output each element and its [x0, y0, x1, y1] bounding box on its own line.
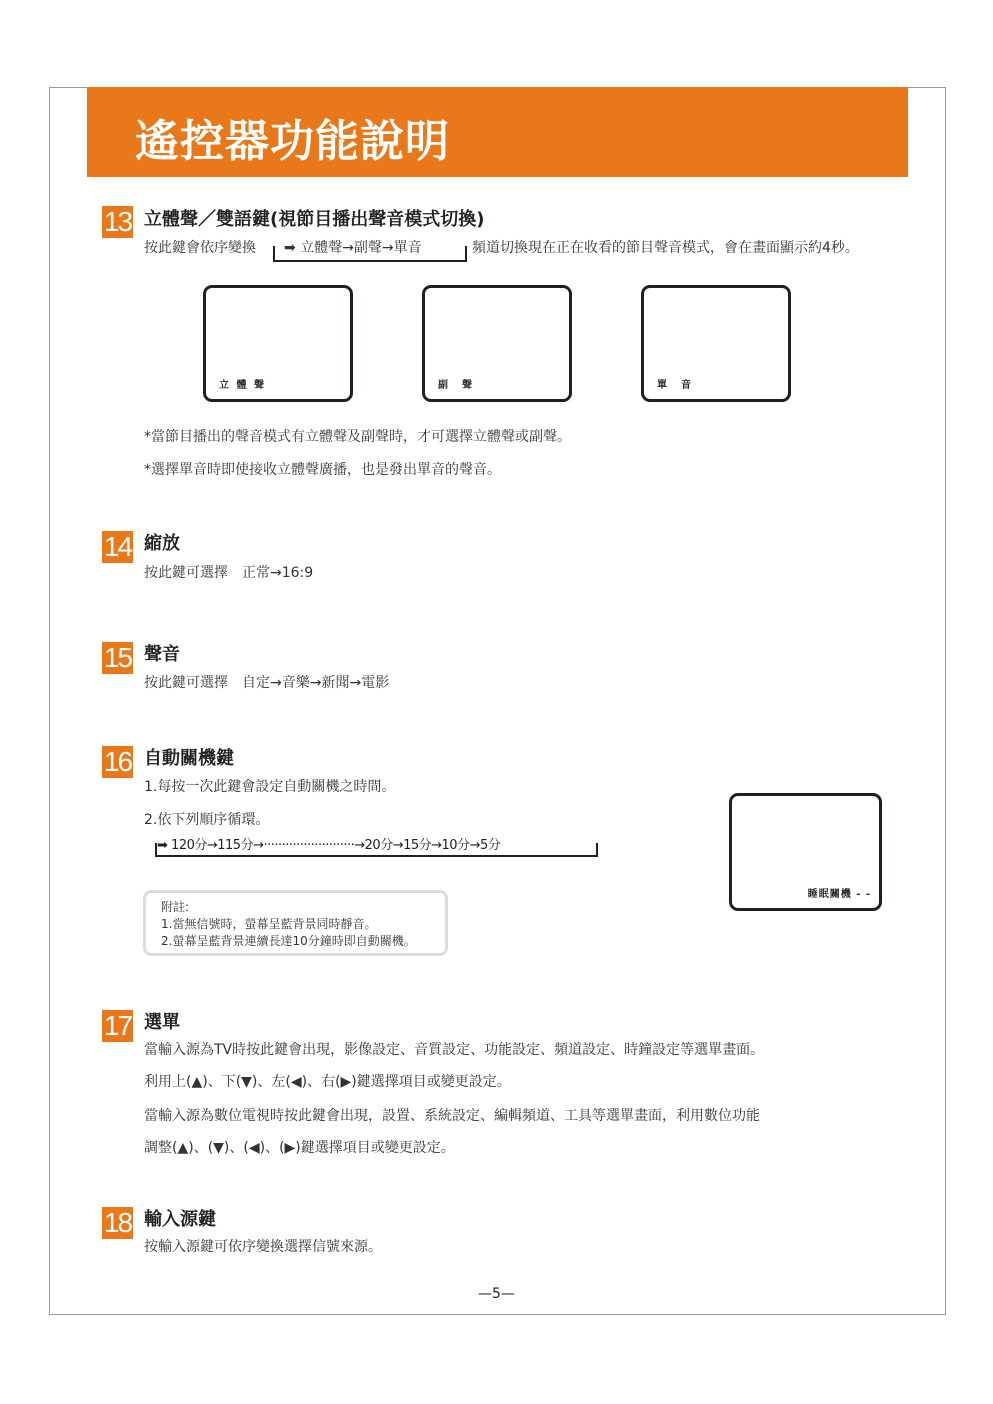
section-text: 當輸入源為數位電視時按此鍵會出現，設置、系統設定、編輯頻道、工具等選單畫面，利用數位功能 [144, 1108, 760, 1124]
page-frame [49, 87, 946, 1315]
section-text: 利用上(▲)、下(▼)、左(◀)、右(▶)鍵選擇項目或變更設定。 [144, 1074, 511, 1090]
screen-label: 單 音 [657, 380, 693, 391]
section-number: 13 [103, 206, 132, 237]
cycle-text: 立體聲→副聲→單音 [300, 240, 422, 256]
section-text: 1.每按一次此鍵會設定自動關機之時間。 [144, 779, 396, 795]
section-text: 頻道切換現在正在收看的節目聲音模式，會在畫面顯示約4秒。 [472, 240, 859, 256]
page-number: —5— [478, 1286, 515, 1302]
arrow-icon: ➡ [284, 240, 296, 256]
section-text: 按輸入源鍵可依序變換選擇信號來源。 [144, 1239, 382, 1255]
note-line: 2.螢幕呈藍背景連續長達10分鐘時即自動關機。 [161, 934, 416, 948]
screen-label: 副 聲 [438, 380, 474, 391]
screen-label: 立 體 聲 [219, 380, 266, 391]
tv-screen [203, 285, 353, 402]
title-banner [87, 87, 908, 177]
section-number: 17 [103, 1010, 132, 1041]
cycle-text: 120分→115分→·························→20分→15分→10分→5分 [171, 838, 501, 853]
section-heading: 自動關機鍵 [144, 748, 234, 769]
arrow-icon: ➡ [157, 838, 168, 853]
section-number: 15 [103, 642, 132, 673]
section-text: 2.依下列順序循環。 [144, 812, 270, 828]
cycle-sequence [280, 237, 426, 257]
section-text: 按此鍵可選擇 正常→16:9 [144, 565, 314, 581]
section-number: 18 [103, 1207, 132, 1238]
section-text: 按此鍵會依序變換 [144, 240, 256, 256]
tv-screen [729, 793, 882, 911]
section-text: 當輸入源為TV時按此鍵會出現，影像設定、音質設定、功能設定、頻道設定、時鐘設定等選單畫面。 [144, 1042, 765, 1058]
note: *當節目播出的聲音模式有立體聲及副聲時，才可選擇立體聲或副聲。 [144, 429, 571, 445]
tv-screen [422, 285, 572, 402]
note: *選擇單音時即使接收立體聲廣播，也是發出單音的聲音。 [144, 462, 501, 478]
screen-label: 睡眠關機 - - [807, 889, 871, 900]
note-title: 附註: [161, 900, 190, 914]
section-heading: 選單 [144, 1012, 180, 1033]
section-text: 調整(▲)、(▼)、(◀)、(▶)鍵選擇項目或變更設定。 [144, 1140, 455, 1156]
section-text: 按此鍵可選擇 自定→音樂→新聞→電影 [144, 675, 390, 691]
section-heading: 聲音 [144, 644, 180, 665]
note-box [143, 890, 448, 956]
section-heading: 立體聲／雙語鍵(視節目播出聲音模式切換) [144, 209, 485, 230]
cycle-sequence [157, 834, 505, 853]
note-line: 1.當無信號時，螢幕呈藍背景同時靜音。 [161, 917, 377, 931]
section-heading: 縮放 [144, 533, 180, 554]
section-number: 14 [103, 531, 132, 562]
tv-screen [641, 285, 791, 402]
page-title: 遙控器功能說明 [135, 116, 450, 167]
section-number: 16 [103, 746, 132, 777]
section-heading: 輸入源鍵 [144, 1209, 216, 1230]
